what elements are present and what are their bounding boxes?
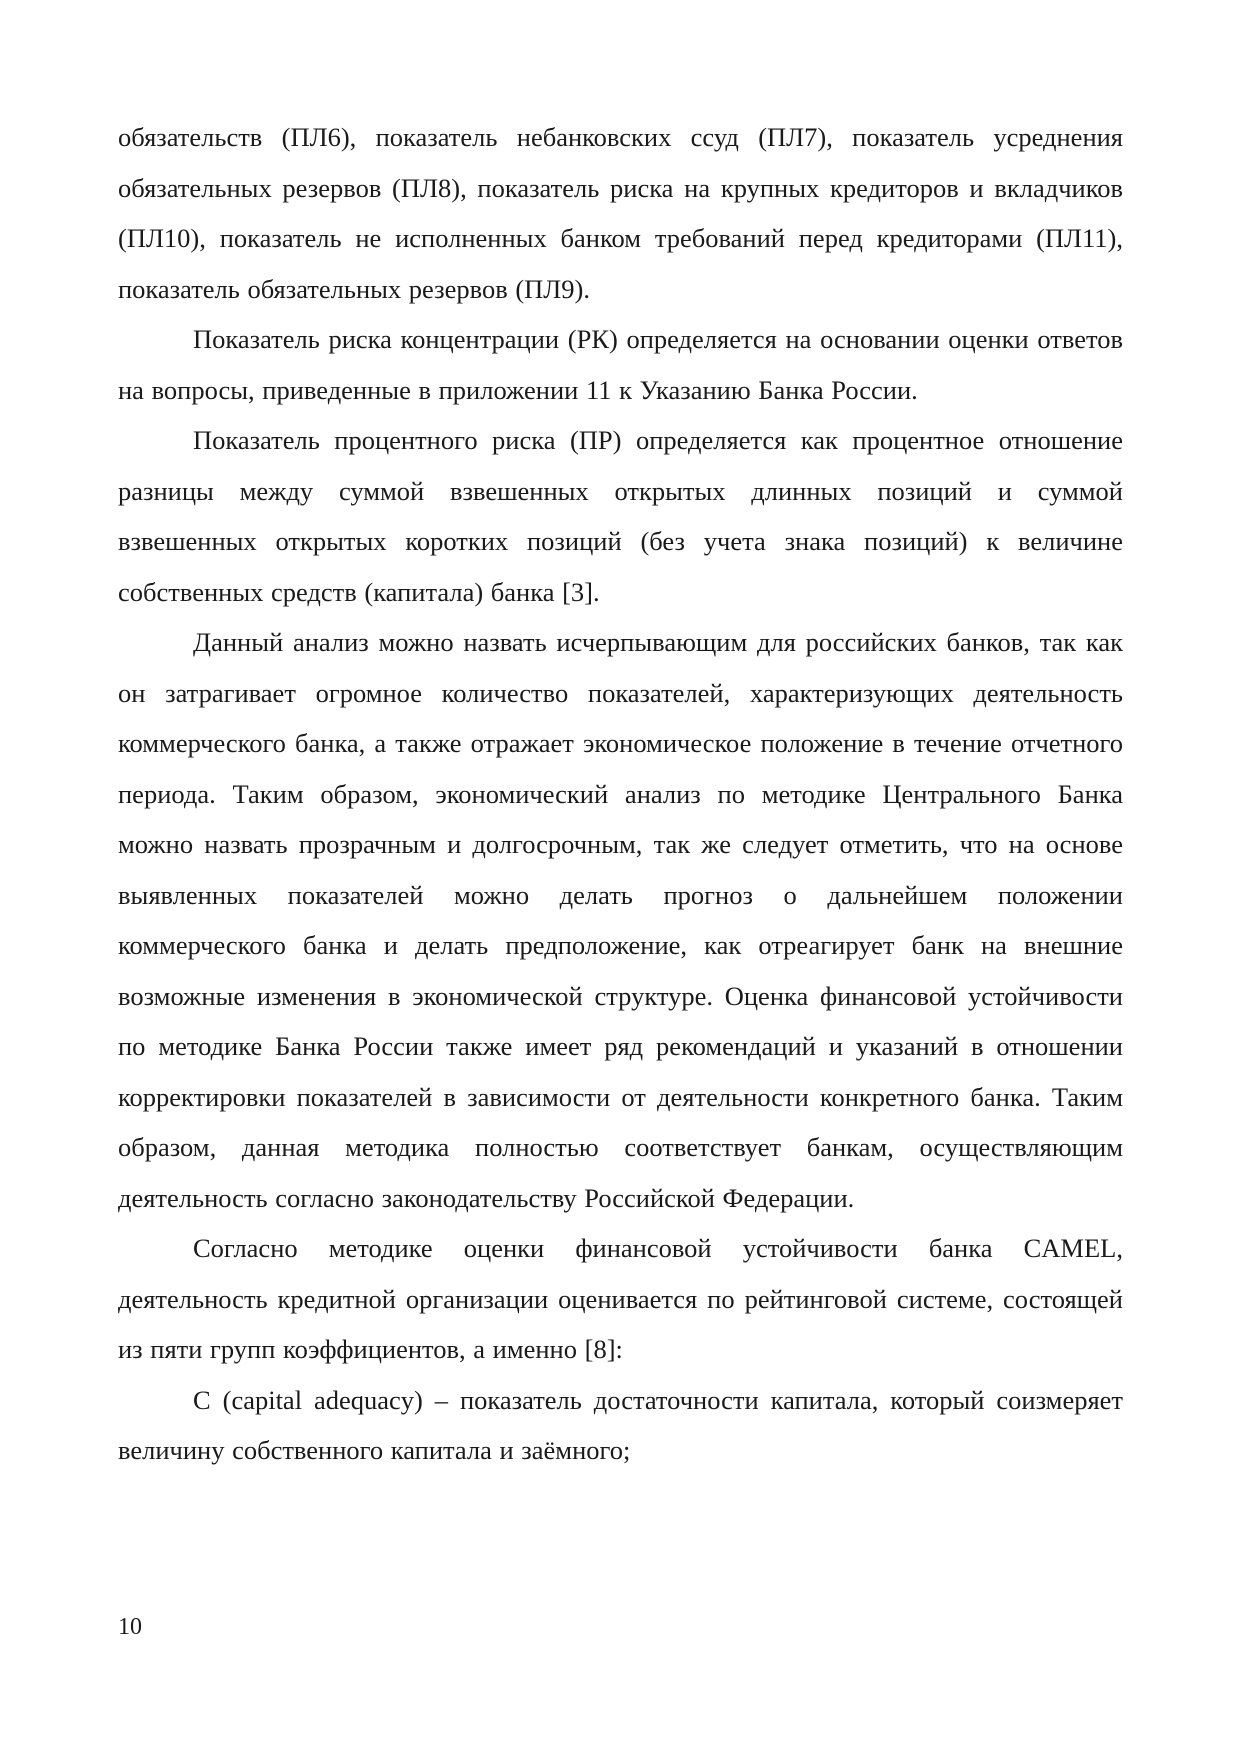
paragraph-concentration-risk: Показатель риска концентрации (РК) определяется на основании оценки ответов на вопросы, приведенные в приложении 11 к Указанию Банка России. (118, 324, 1123, 405)
page-number: 10 (118, 1614, 142, 1640)
paragraph-interest-risk: Показатель процентного риска (ПР) определяется как процентное отношение разницы между суммой взвешенных открытых длинных позиций и суммой взвешенных открытых коротких позиций (без учета знака позиций) к величине собственных средств (капитала) банка [3]. (118, 425, 1123, 607)
paragraph-continuation: обязательств (ПЛ6), показатель небанковских ссуд (ПЛ7), показатель усреднения обязательных резервов (ПЛ8), показатель риска на крупных кредиторов и вкладчиков (ПЛ10), показатель не исполненных банком требований перед кредиторами (ПЛ11), показатель обязательных резервов (ПЛ9). (118, 122, 1123, 304)
paragraph-camel-method: Согласно методике оценки финансовой устойчивости банка CAMEL, деятельность кредитной организации оценивается по рейтинговой системе, состоящей из пяти групп коэффициентов, а именно [8]: (118, 1233, 1123, 1364)
document-body (118, 112, 1123, 1476)
paragraph-capital-adequacy: С (capital adequacy) – показатель достаточности капитала, который соизмеряет величину собственного капитала и заёмного; (118, 1384, 1123, 1465)
paragraph-analysis-summary: Данный анализ можно назвать исчерпывающим для российских банков, так как он затрагивает огромное количество показателей, характеризующих деятельность коммерческого банка, а также отражает экономическое положение в течение отчетного периода. Таким образом, экономический анализ по методике Центрального Банка можно назвать прозрачным и долгосрочным, так же следует отметить, что на основе выявленных показателей можно делать прогноз о дальнейшем положении коммерческого банка и делать предположение, как отреагирует банк на внешние возможные изменения в экономической структуре. Оценка финансовой устойчивости по методике Банка России также имеет ряд рекомендаций и указаний в отношении корректировки показателей в зависимости от деятельности конкретного банка. Таким образом, данная методика полностью соответствует банкам, осуществляющим деятельность согласно законодательству Российской Федерации. (118, 627, 1123, 1213)
